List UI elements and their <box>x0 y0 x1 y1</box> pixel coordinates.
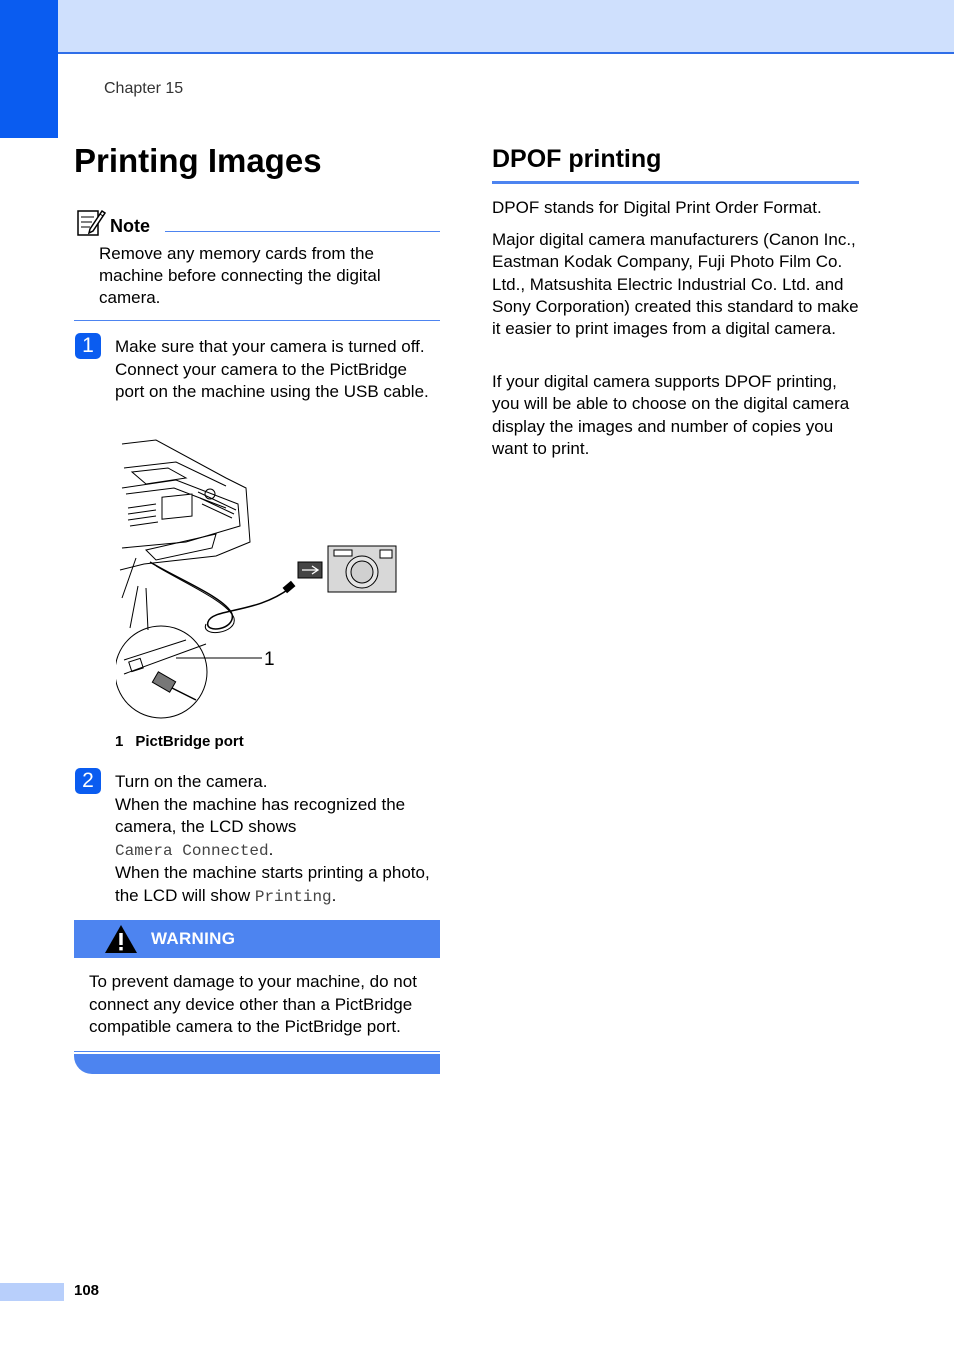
header-band <box>0 0 954 54</box>
note-pencil-icon <box>76 207 106 237</box>
note-rule-top <box>165 231 440 232</box>
step-1-badge: 1 <box>75 333 101 359</box>
paragraph-3: If your digital camera supports DPOF printing, you will be able to choose on the digital camera display the images and number of copies you want to print. <box>492 372 850 458</box>
section-heading: DPOF printing <box>492 145 662 173</box>
note-text: Remove any memory cards from the machine before connecting the digital camera. <box>99 244 381 307</box>
note-rule-bottom <box>74 320 440 321</box>
note-title: Note <box>110 216 150 236</box>
pictbridge-connection-illustration <box>116 438 406 720</box>
paragraph-2: Major digital camera manufacturers (Canon Inc., Eastman Kodak Company, Fuji Photo Film Co. Ltd., Matsushita Electric Industrial Co. Ltd. and Sony Corporation) created this standard to make it easier to print images from a digital camera. <box>492 230 859 339</box>
warning-title: WARNING <box>151 929 236 948</box>
warning-footer-bar <box>74 1054 440 1074</box>
lcd-camera-connected: Camera Connected <box>115 841 269 860</box>
chapter-label: Chapter 15 <box>104 80 184 97</box>
step-2-line-1: Turn on the camera. <box>115 772 268 791</box>
warning-rule <box>74 1051 440 1052</box>
caption-number: 1 <box>115 733 124 750</box>
page-number: 108 <box>74 1282 100 1299</box>
lcd-printing: Printing <box>254 887 332 906</box>
lcd-message-line: Camera Connected. <box>115 839 274 860</box>
footer-tab <box>0 1283 64 1301</box>
warning-text: To prevent damage to your machine, do not connect any device other than a PictBridge compatible camera to the PictBridge port. <box>89 972 417 1036</box>
warning-triangle-icon <box>104 924 138 954</box>
callout-number: 1 <box>264 649 275 670</box>
caption-label: PictBridge port <box>135 733 244 750</box>
page-title: Printing Images <box>74 142 322 179</box>
figure-caption <box>115 733 244 750</box>
step-1-text: Make sure that your camera is turned off. Connect your camera to the PictBridge port on the machine using the USB cable. <box>115 337 429 401</box>
paragraph-1: DPOF stands for Digital Print Order Format. <box>492 198 822 217</box>
chapter-tab <box>0 0 58 138</box>
section-heading-rule <box>492 181 859 184</box>
step-2-line-3: When the machine starts printing a photo, the LCD will show Printing. <box>115 863 430 906</box>
step-2-text <box>115 771 440 908</box>
step-2-line-2: When the machine has recognized the camera, the LCD shows <box>115 794 406 836</box>
step-2-badge: 2 <box>75 768 101 794</box>
